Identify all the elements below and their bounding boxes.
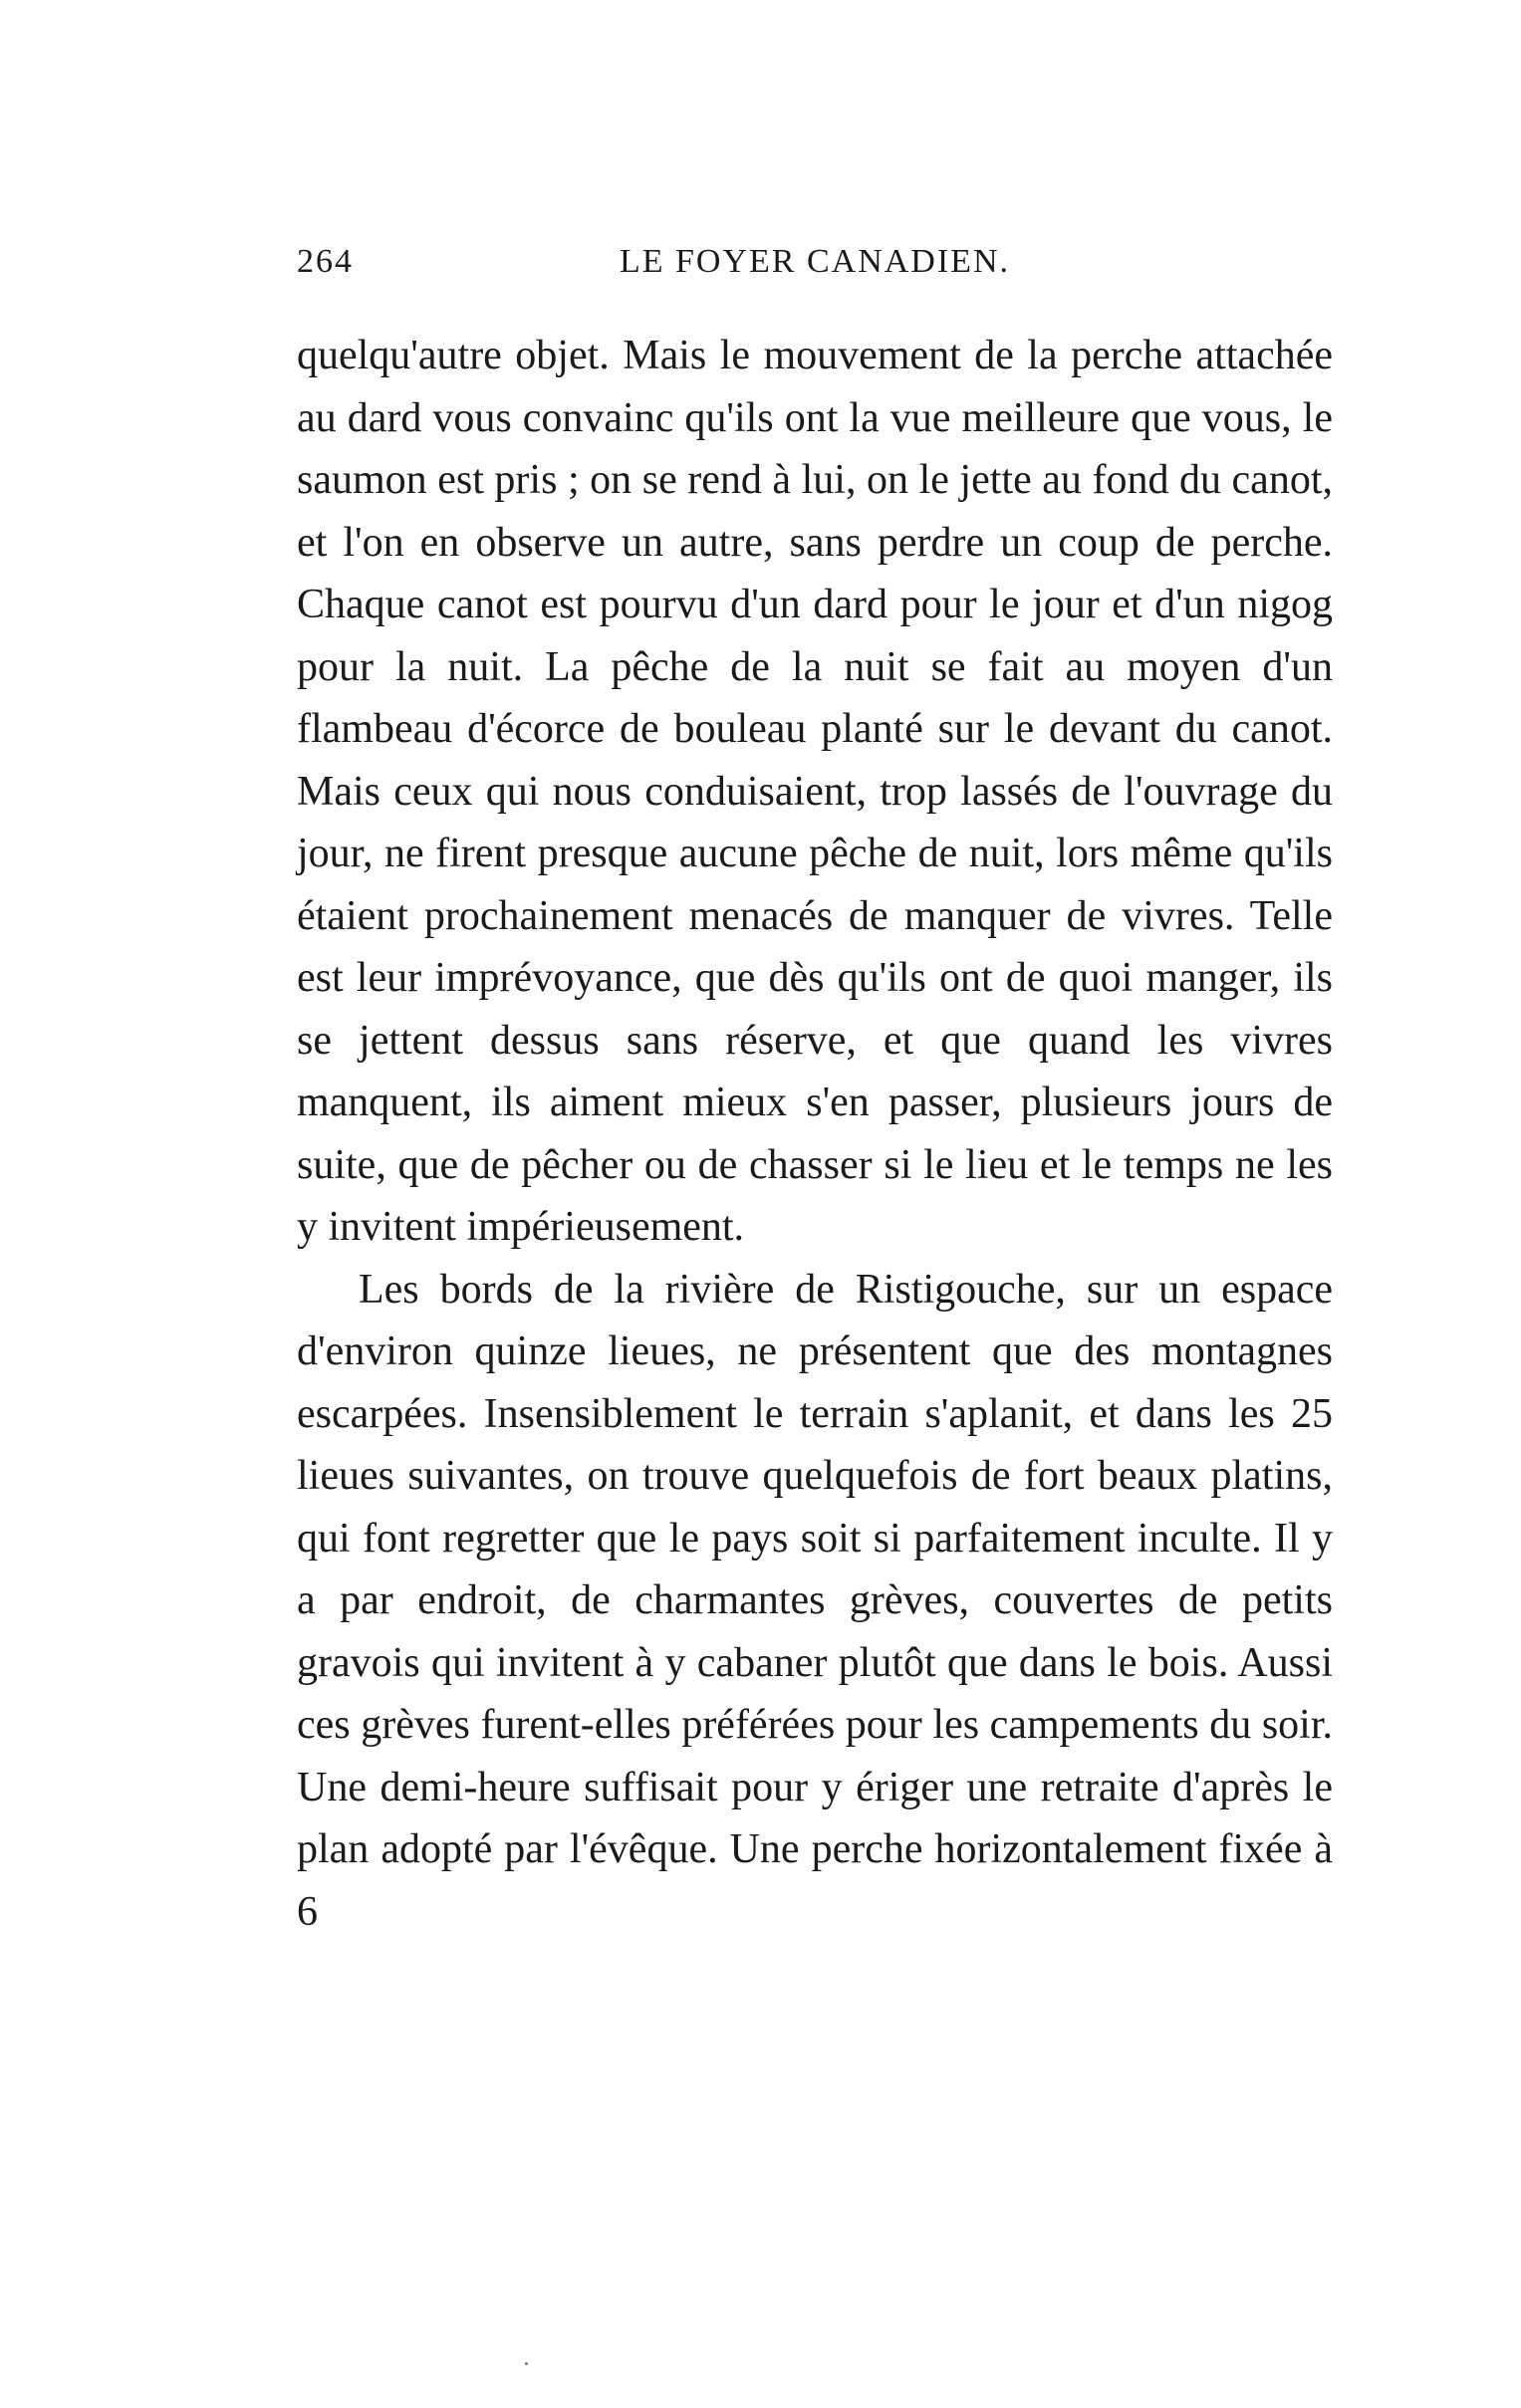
paragraph: Les bords de la rivière de Ristigouche, sur un espace d'environ quinze lieues, ne présentent que des montagnes escarpées. Insensiblement le terrain s'aplanit, et dans les 25 lieues suivantes, on trouve quelquefois de fort beaux platins, qui font regretter que le pays soit si parfaitement inculte. Il y a par endroit, de charmantes grèves, couvertes de petits gravois qui invitent à y cabaner plutôt que dans le bois. Aussi ces grèves furent-elles préférées pour les campements du soir. Une demi-heure suffisait pour y ériger une retraite d'après le plan adopté par l'évêque. Une perche horizontalement fixée à 6 [297, 1266, 1333, 1935]
print-speck [525, 2362, 528, 2365]
page-number: 264 [297, 243, 354, 280]
paragraph: quelqu'autre objet. Mais le mouvement de la perche attachée au dard vous convainc qu'ils ont la vue meilleure que vous, le saumon est pris ; on se rend à lui, on le jette au fond du canot, et l'on en observe un autre, sans perdre un coup de perche. Chaque canot est pourvu d'un dard pour le jour et d'un nigog pour la nuit. La pêche de la nuit se fait au moyen d'un flambeau d'écorce de bouleau planté sur le devant du canot. Mais ceux qui nous conduisaient, trop lassés de l'ouvrage du jour, ne firent presque aucune pêche de nuit, lors même qu'ils étaient prochainement menacés de manquer de vivres. Telle est leur imprévoyance, que dès qu'ils ont de quoi manger, ils se jettent dessus sans réserve, et que quand les vivres manquent, ils aiment mieux s'en passer, plusieurs jours de suite, que de pêcher ou de chasser si le lieu et le temps ne les y invitent impérieusement. [297, 333, 1333, 1250]
body-text [297, 325, 1333, 1943]
running-head [297, 243, 1333, 289]
running-title: LE FOYER CANADIEN. [619, 243, 1011, 280]
